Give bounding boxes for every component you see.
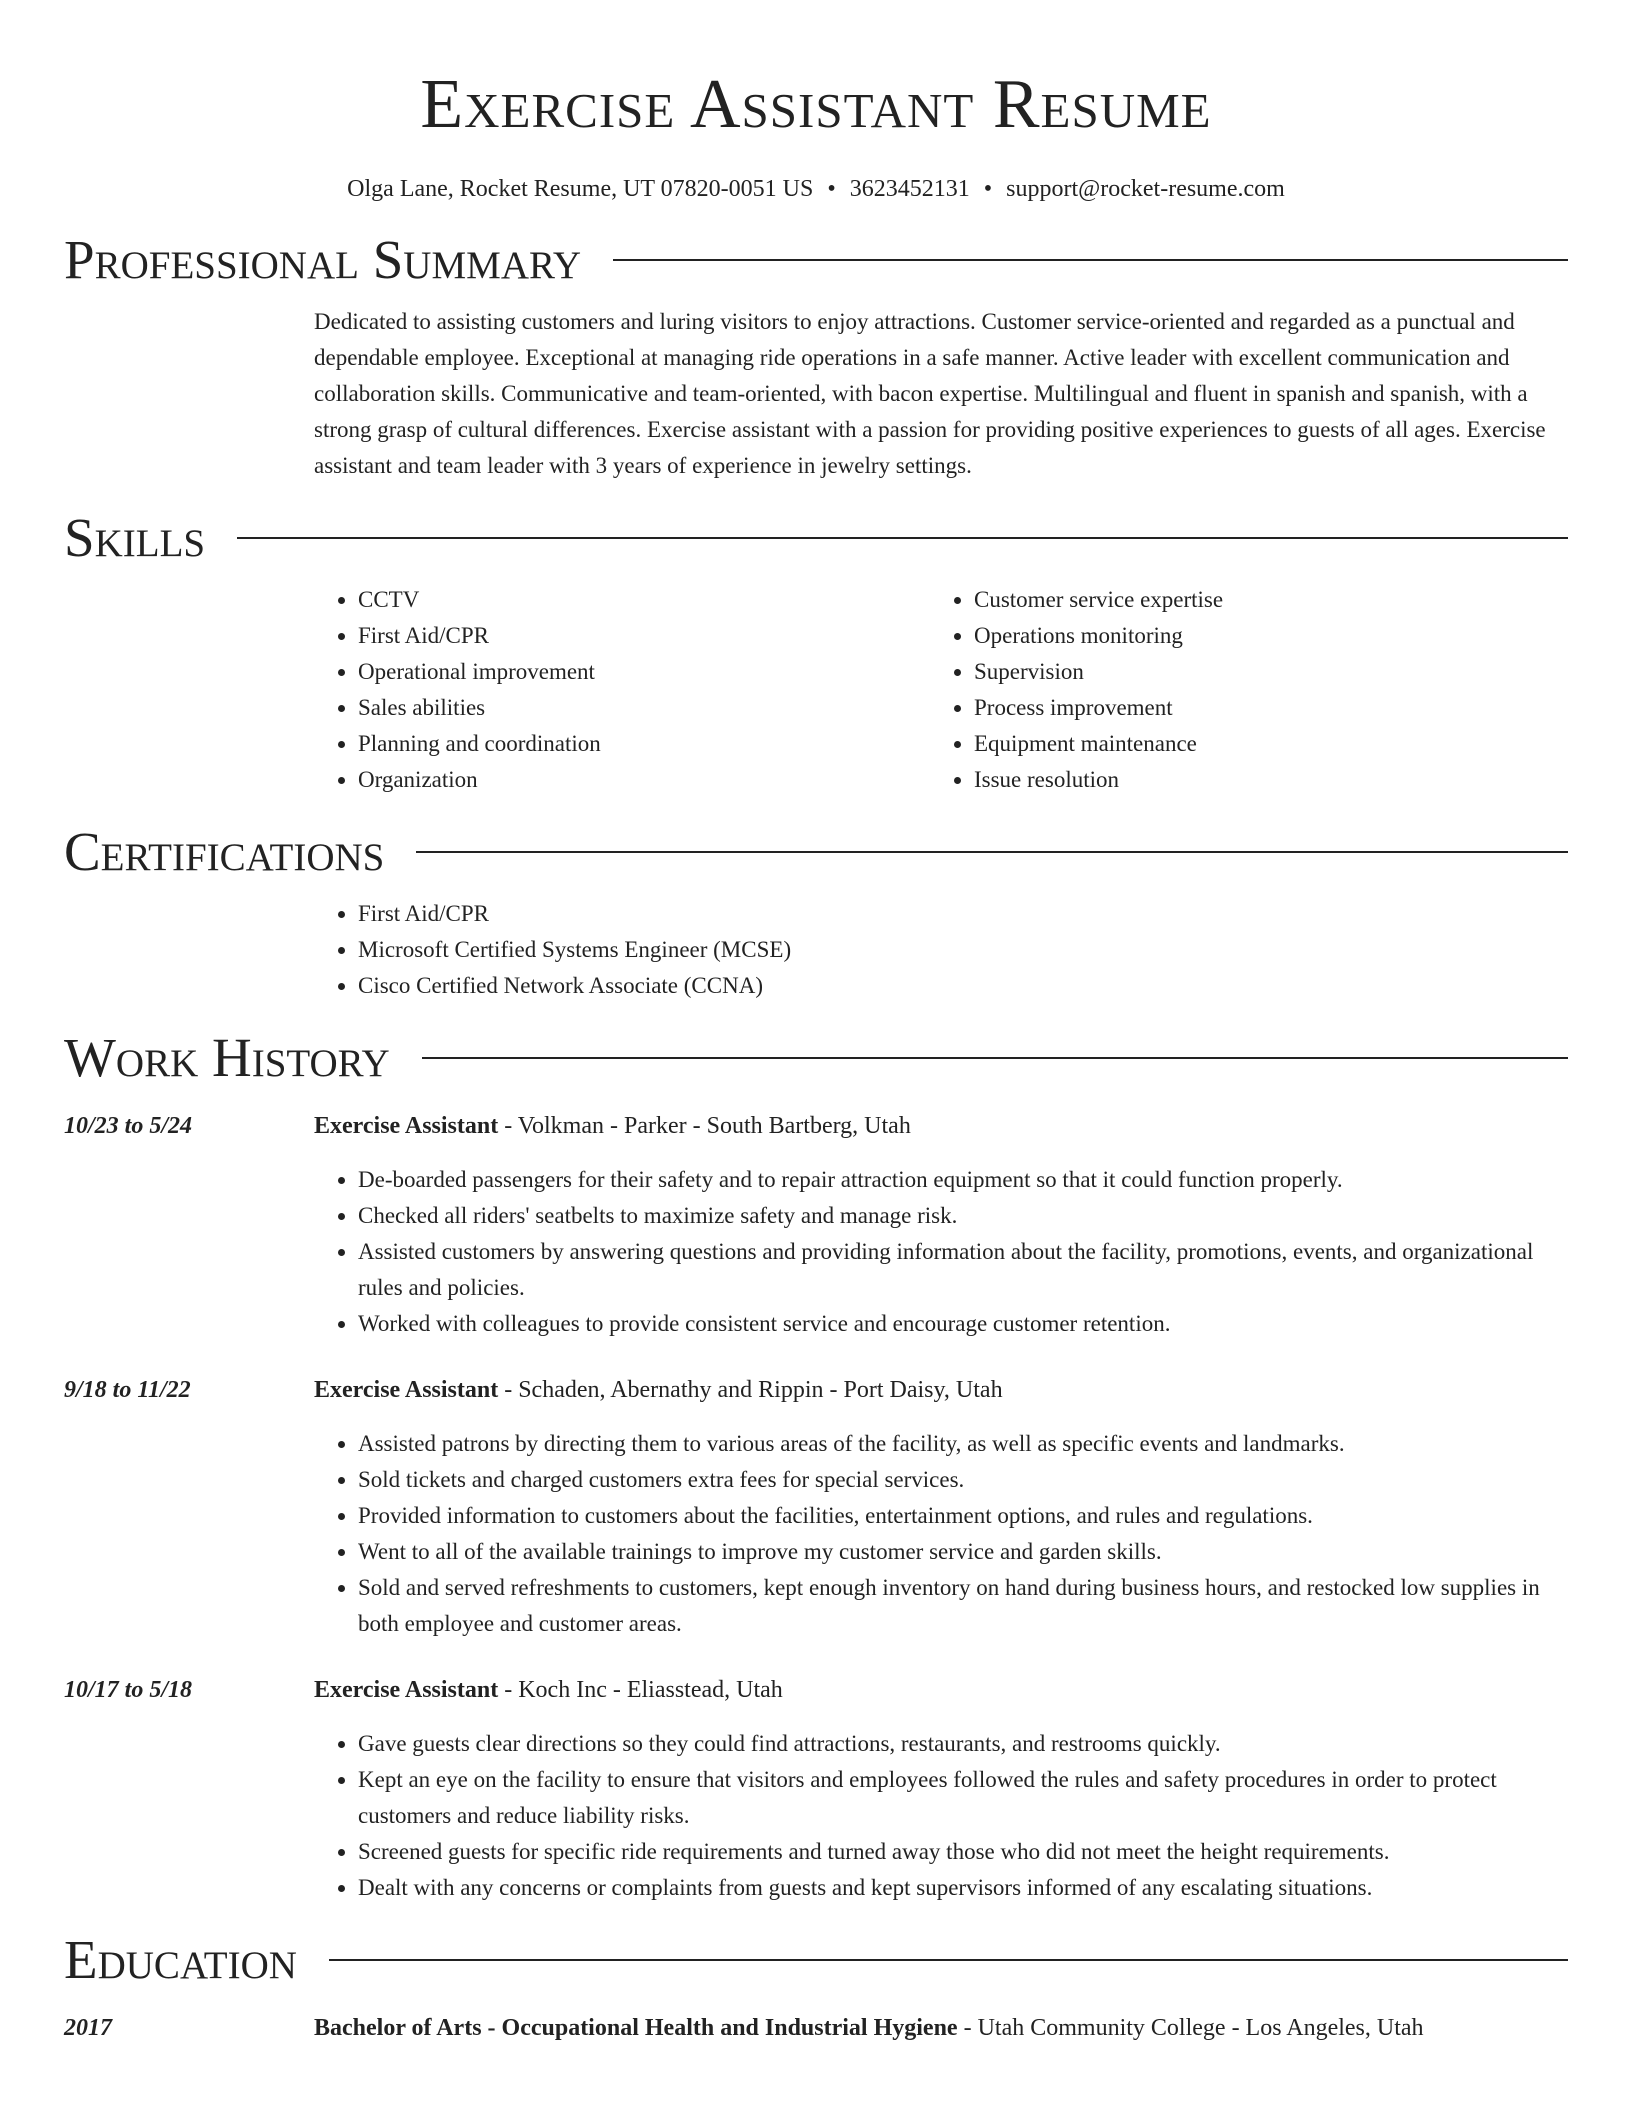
certifications-heading: Certifications xyxy=(64,821,385,882)
education-school: - Utah Community College - Los Angeles, Utah xyxy=(957,2015,1424,2041)
skill-item: • Issue resolution xyxy=(974,762,1568,798)
work-history-section xyxy=(64,1028,1568,1906)
certifications-heading-row xyxy=(64,822,1568,882)
job-bullet: • Checked all riders' seatbelts to maximize safety and manage risk. xyxy=(358,1198,1568,1234)
job-bullet: • Went to all of the available trainings to improve my customer service and garden skills. xyxy=(358,1534,1568,1570)
skill-item: • Operations monitoring xyxy=(974,618,1568,654)
job-date: 9/18 to 11/22 xyxy=(64,1377,191,1403)
skills-section xyxy=(64,508,1568,798)
job-bullet: • Gave guests clear directions so they could find attractions, restaurants, and restrooms quickly. xyxy=(358,1726,1568,1762)
job-entry xyxy=(64,1372,1568,1642)
skills-heading-row xyxy=(64,508,1568,568)
job-date: 10/23 to 5/24 xyxy=(64,1113,193,1139)
education-heading: Education xyxy=(64,1929,297,1990)
job-details: - Schaden, Abernathy and Rippin - Port Daisy, Utah xyxy=(498,1377,1003,1403)
job-heading xyxy=(314,1372,1568,1408)
certifications-list xyxy=(314,896,1568,1004)
job-bullet: • Sold and served refreshments to customers, kept enough inventory on hand during business hours, and restocked low supplies in both employee and customer areas. xyxy=(358,1570,1568,1642)
skill-item: • First Aid/CPR xyxy=(358,618,930,654)
section-divider xyxy=(422,1057,1568,1059)
job-role: Exercise Assistant xyxy=(314,1377,499,1403)
section-divider xyxy=(613,259,1568,261)
contact-separator: • xyxy=(983,176,993,202)
education-section xyxy=(64,1930,1568,2046)
certifications-section xyxy=(64,822,1568,1004)
job-bullets xyxy=(314,1162,1568,1342)
contact-separator: • xyxy=(827,176,836,202)
work-history-heading: Work History xyxy=(64,1027,390,1088)
skills-heading: Skills xyxy=(64,507,206,568)
job-entry xyxy=(64,1672,1568,1906)
section-divider xyxy=(237,537,1568,539)
certification-item: • Microsoft Certified Systems Engineer (MCSE) xyxy=(358,932,1568,968)
contact-address: Olga Lane, Rocket Resume, UT 07820-0051 US xyxy=(347,176,814,202)
document-title: Exercise Assistant Resume xyxy=(420,66,1212,143)
skills-grid xyxy=(314,582,1568,798)
skill-item: • Organization xyxy=(358,762,930,798)
job-main xyxy=(314,1372,1568,1642)
job-bullet: • Sold tickets and charged customers extra fees for special services. xyxy=(358,1462,1568,1498)
job-bullet: • Dealt with any concerns or complaints from guests and kept supervisors informed of any escalating situations. xyxy=(358,1870,1568,1906)
skill-item: • Supervision xyxy=(974,654,1568,690)
job-details: - Koch Inc - Eliasstead, Utah xyxy=(498,1677,783,1703)
certification-item: • Cisco Certified Network Associate (CCNA) xyxy=(358,968,1568,1004)
job-bullet: • Provided information to customers about the facilities, entertainment options, and rules and regulations. xyxy=(358,1498,1568,1534)
skill-item: • Sales abilities xyxy=(358,690,930,726)
section-divider xyxy=(329,1959,1568,1961)
job-bullets xyxy=(314,1726,1568,1906)
job-bullet: • Assisted patrons by directing them to various areas of the facility, as well as specific events and landmarks. xyxy=(358,1426,1568,1462)
certifications-body xyxy=(314,896,1568,1004)
education-date: 2017 xyxy=(64,2015,112,2041)
job-bullets xyxy=(314,1426,1568,1642)
skill-item: • Equipment maintenance xyxy=(974,726,1568,762)
job-role: Exercise Assistant xyxy=(314,1113,499,1139)
education-degree: Bachelor of Arts - Occupational Health and Industrial Hygiene xyxy=(314,2015,958,2041)
skill-item: • Operational improvement xyxy=(358,654,930,690)
summary-heading-row xyxy=(64,230,1568,290)
job-bullet: • Worked with colleagues to provide consistent service and encourage customer retention. xyxy=(358,1306,1568,1342)
job-details: - Volkman - Parker - South Bartberg, Utah xyxy=(498,1113,911,1139)
job-main xyxy=(314,1108,1568,1342)
skill-item: • CCTV xyxy=(358,582,930,618)
job-entry xyxy=(64,1108,1568,1342)
job-heading xyxy=(314,1108,1568,1144)
job-bullet: • De-boarded passengers for their safety and to repair attraction equipment so that it could function properly. xyxy=(358,1162,1568,1198)
skill-item: • Customer service expertise xyxy=(974,582,1568,618)
work-history-heading-row xyxy=(64,1028,1568,1088)
education-heading-row xyxy=(64,1930,1568,1990)
contact-phone: 3623452131 xyxy=(849,176,970,202)
section-divider xyxy=(416,851,1568,853)
skill-item: • Planning and coordination xyxy=(358,726,930,762)
skills-list-right xyxy=(930,582,1568,798)
contact-email[interactable]: support@rocket-resume.com xyxy=(1006,176,1285,202)
job-main xyxy=(314,1672,1568,1906)
contact-line xyxy=(64,172,1568,206)
summary-section xyxy=(64,230,1568,484)
job-date: 10/17 to 5/18 xyxy=(64,1677,193,1703)
summary-text: Dedicated to assisting customers and luring visitors to enjoy attractions. Customer service-oriented and regarded as a punctual and dependable employee. Exceptional at managing ride operations in a safe manner. Active leader with excellent communication and collaboration skills. Communicative and team-oriented, with bacon expertise. Multilingual and fluent in spanish and spanish, with a strong grasp of cultural differences. Exercise assistant with a passion for providing positive experiences to guests of all ages. Exercise assistant and team leader with 3 years of experience in jewelry settings. xyxy=(314,309,1546,478)
certification-item: • First Aid/CPR xyxy=(358,896,1568,932)
education-main xyxy=(314,2010,1568,2046)
job-role: Exercise Assistant xyxy=(314,1677,499,1703)
skills-list-left xyxy=(314,582,930,798)
education-entry xyxy=(64,2010,1568,2046)
job-heading xyxy=(314,1672,1568,1708)
job-bullet: • Kept an eye on the facility to ensure that visitors and employees followed the rules and safety procedures in order to protect customers and reduce liability risks. xyxy=(358,1762,1568,1834)
job-bullet: • Screened guests for specific ride requirements and turned away those who did not meet the height requirements. xyxy=(358,1834,1568,1870)
job-bullet: • Assisted customers by answering questions and providing information about the facility, promotions, events, and organizational rules and policies. xyxy=(358,1234,1568,1306)
summary-heading: Professional Summary xyxy=(64,229,582,290)
skill-item: • Process improvement xyxy=(974,690,1568,726)
